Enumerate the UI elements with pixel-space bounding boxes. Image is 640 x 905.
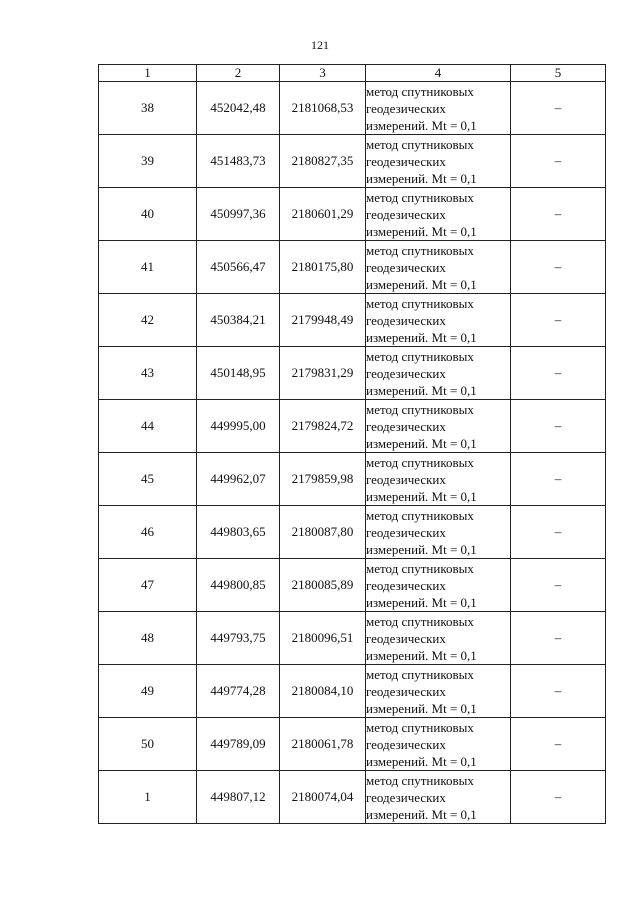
x-coordinate-cell: 450566,47 [197,241,280,294]
coordinates-table [98,64,606,824]
y-coordinate-cell: 2180096,51 [280,612,366,665]
table-header-row [99,65,606,82]
method-line: измерений. Mt = 0,1 [366,647,477,663]
column-header-3: 3 [280,65,366,82]
y-coordinate-cell: 2180074,04 [280,771,366,824]
x-coordinate-cell: 449995,00 [197,400,280,453]
column-header-4: 4 [366,65,511,82]
method-cell [366,188,511,241]
method-line: геодезических [366,789,446,805]
method-line: метод спутниковых [366,560,474,576]
method-line: метод спутниковых [366,83,474,99]
table-row [99,665,606,718]
y-coordinate-cell: 2181068,53 [280,82,366,135]
method-line: метод спутниковых [366,613,474,629]
x-coordinate-cell: 449800,85 [197,559,280,612]
note-cell: – [511,135,606,188]
method-line: метод спутниковых [366,772,474,788]
method-line: геодезических [366,630,446,646]
method-cell [366,559,511,612]
y-coordinate-cell: 2180084,10 [280,665,366,718]
table-row [99,771,606,824]
method-line: измерений. Mt = 0,1 [366,700,477,716]
x-coordinate-cell: 452042,48 [197,82,280,135]
method-line: измерений. Mt = 0,1 [366,223,477,239]
method-line: геодезических [366,471,446,487]
method-line: метод спутниковых [366,719,474,735]
x-coordinate-cell: 450148,95 [197,347,280,400]
table-row [99,241,606,294]
method-line: измерений. Mt = 0,1 [366,806,477,822]
note-cell: – [511,718,606,771]
point-number-cell: 39 [99,135,197,188]
y-coordinate-cell: 2180061,78 [280,718,366,771]
method-cell [366,347,511,400]
table-row [99,82,606,135]
y-coordinate-cell: 2180087,80 [280,506,366,559]
note-cell: – [511,771,606,824]
method-line: метод спутниковых [366,454,474,470]
method-line: метод спутниковых [366,401,474,417]
table-row [99,400,606,453]
note-cell: – [511,294,606,347]
method-line: измерений. Mt = 0,1 [366,541,477,557]
page-number: 121 [311,38,329,52]
x-coordinate-cell: 449789,09 [197,718,280,771]
point-number-cell: 40 [99,188,197,241]
note-cell: – [511,506,606,559]
method-line: измерений. Mt = 0,1 [366,594,477,610]
method-cell [366,82,511,135]
method-line: измерений. Mt = 0,1 [366,753,477,769]
method-line: геодезических [366,206,446,222]
y-coordinate-cell: 2180601,29 [280,188,366,241]
y-coordinate-cell: 2179824,72 [280,400,366,453]
method-line: геодезических [366,153,446,169]
table-row [99,559,606,612]
method-line: метод спутниковых [366,348,474,364]
table-row [99,294,606,347]
method-line: измерений. Mt = 0,1 [366,435,477,451]
method-line: геодезических [366,577,446,593]
x-coordinate-cell: 450997,36 [197,188,280,241]
method-cell [366,400,511,453]
note-cell: – [511,612,606,665]
method-line: геодезических [366,524,446,540]
y-coordinate-cell: 2180085,89 [280,559,366,612]
point-number-cell: 44 [99,400,197,453]
y-coordinate-cell: 2180827,35 [280,135,366,188]
method-cell [366,135,511,188]
x-coordinate-cell: 449807,12 [197,771,280,824]
point-number-cell: 41 [99,241,197,294]
method-line: метод спутниковых [366,242,474,258]
x-coordinate-cell: 449962,07 [197,453,280,506]
method-line: геодезических [366,259,446,275]
method-line: геодезических [366,365,446,381]
point-number-cell: 50 [99,718,197,771]
table-row [99,453,606,506]
note-cell: – [511,453,606,506]
method-line: метод спутниковых [366,136,474,152]
method-line: геодезических [366,683,446,699]
method-line: геодезических [366,100,446,116]
method-cell [366,241,511,294]
x-coordinate-cell: 451483,73 [197,135,280,188]
method-line: геодезических [366,312,446,328]
method-line: измерений. Mt = 0,1 [366,488,477,504]
column-header-5: 5 [511,65,606,82]
point-number-cell: 1 [99,771,197,824]
method-line: метод спутниковых [366,666,474,682]
table-row [99,347,606,400]
y-coordinate-cell: 2179948,49 [280,294,366,347]
x-coordinate-cell: 449803,65 [197,506,280,559]
note-cell: – [511,82,606,135]
point-number-cell: 38 [99,82,197,135]
method-cell [366,771,511,824]
point-number-cell: 46 [99,506,197,559]
method-line: метод спутниковых [366,295,474,311]
point-number-cell: 47 [99,559,197,612]
method-line: геодезических [366,736,446,752]
table-body [99,82,606,824]
method-line: метод спутниковых [366,507,474,523]
column-header-2: 2 [197,65,280,82]
note-cell: – [511,400,606,453]
method-cell [366,612,511,665]
method-cell [366,506,511,559]
method-line: измерений. Mt = 0,1 [366,329,477,345]
column-header-1: 1 [99,65,197,82]
y-coordinate-cell: 2179859,98 [280,453,366,506]
table-row [99,135,606,188]
method-cell [366,453,511,506]
table-row [99,506,606,559]
point-number-cell: 45 [99,453,197,506]
note-cell: – [511,665,606,718]
y-coordinate-cell: 2179831,29 [280,347,366,400]
method-cell [366,665,511,718]
note-cell: – [511,188,606,241]
method-line: метод спутниковых [366,189,474,205]
method-line: измерений. Mt = 0,1 [366,276,477,292]
method-line: измерений. Mt = 0,1 [366,117,477,133]
point-number-cell: 49 [99,665,197,718]
method-cell [366,294,511,347]
method-line: измерений. Mt = 0,1 [366,382,477,398]
method-line: геодезических [366,418,446,434]
x-coordinate-cell: 449793,75 [197,612,280,665]
x-coordinate-cell: 449774,28 [197,665,280,718]
y-coordinate-cell: 2180175,80 [280,241,366,294]
point-number-cell: 48 [99,612,197,665]
table-row [99,188,606,241]
method-cell [366,718,511,771]
table-row [99,718,606,771]
method-line: измерений. Mt = 0,1 [366,170,477,186]
point-number-cell: 42 [99,294,197,347]
x-coordinate-cell: 450384,21 [197,294,280,347]
note-cell: – [511,347,606,400]
table-row [99,612,606,665]
note-cell: – [511,559,606,612]
point-number-cell: 43 [99,347,197,400]
note-cell: – [511,241,606,294]
